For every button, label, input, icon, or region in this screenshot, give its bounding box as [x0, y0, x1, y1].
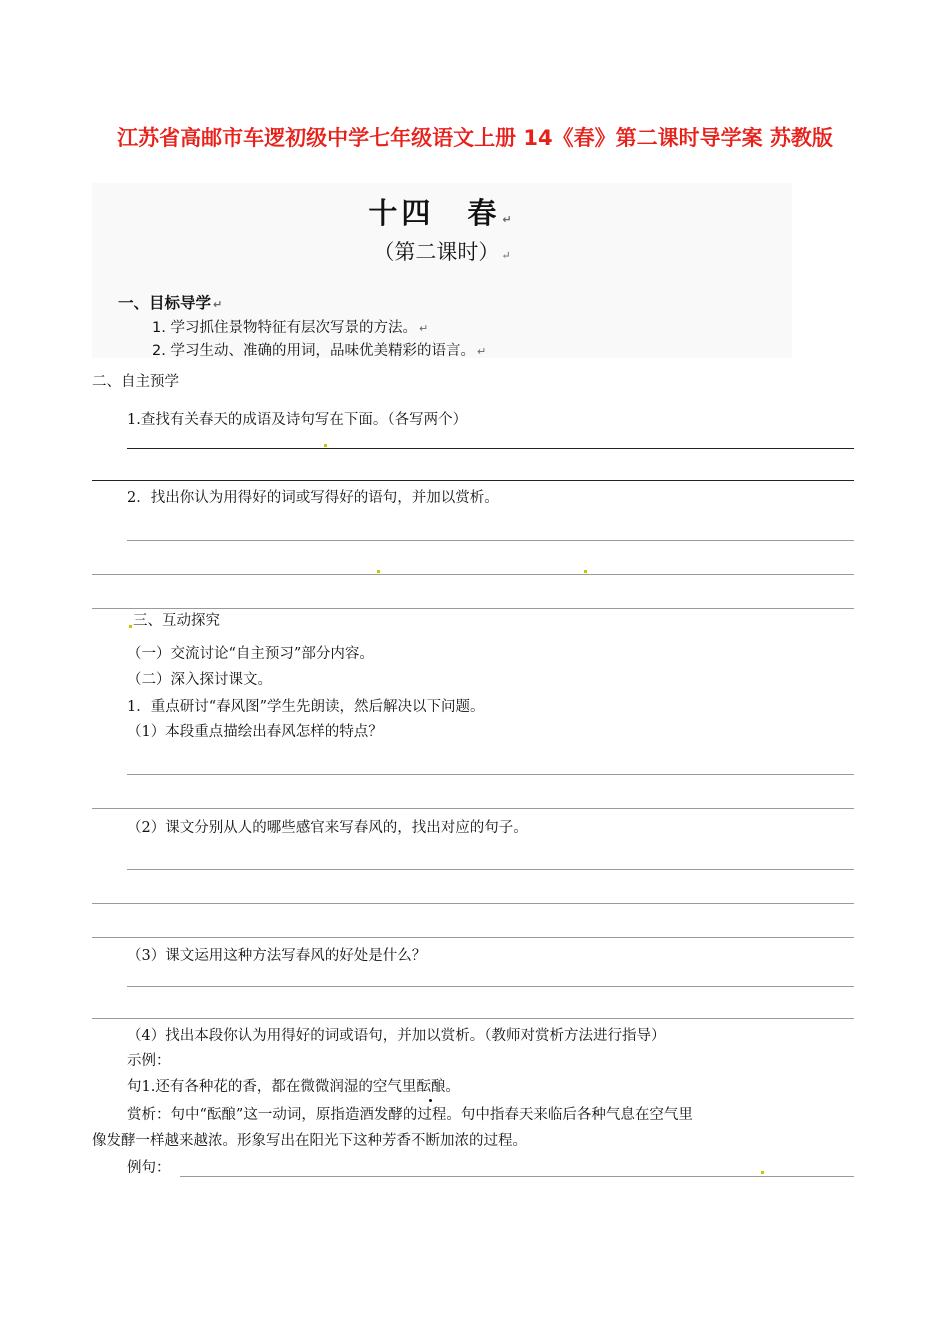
preview-question-2: 2．找出你认为用得好的词或写得好的语句，并加以赏析。 — [127, 490, 499, 506]
example-label: 示例： — [127, 1053, 171, 1069]
example-sentence: 句1.还有各种花的香，都在微微润湿的空气里酝酿。 — [127, 1079, 460, 1095]
explore-part-2: （二）深入探讨课文。 — [127, 672, 272, 688]
lesson-subtitle: （第二课时） ↵ — [373, 240, 511, 264]
lesson-header-image — [92, 183, 792, 358]
analysis-line-1: 赏析：句中“酝酿”这一动词，原指造酒发酵的过程。句中指春天来临后各种气息在空气里 — [127, 1107, 693, 1123]
emphasized-word: 酝酿 — [416, 1079, 446, 1095]
explore-question-3: （3）课文运用这种方法写春风的好处是什么？ — [127, 948, 427, 964]
goals-heading: 一、目标导学 ↵ — [118, 294, 223, 312]
answer-line[interactable] — [92, 608, 854, 609]
goal-item: 2. 学习生动、准确的用词，品味优美精彩的语言。 ↵ — [152, 343, 487, 359]
explore-question-2: （2）课文分别从人的哪些感官来写春风的，找出对应的句子。 — [127, 820, 528, 836]
answer-line[interactable] — [92, 480, 854, 481]
answer-line[interactable] — [127, 540, 854, 541]
ink-speck — [584, 570, 587, 573]
explore-heading: 三、互动探究 — [133, 613, 220, 629]
answer-line[interactable] — [180, 1176, 854, 1177]
preview-heading: 二、自主预学 — [92, 374, 179, 390]
document-title: 江苏省高邮市车逻初级中学七年级语文上册 14《春》第二课时导学案 苏教版 — [117, 126, 833, 150]
lesson-title: 十四 春 ↵ — [368, 196, 516, 230]
ink-speck — [129, 625, 132, 628]
analysis-line-2: 像发酵一样越来越浓。形象写出在阳光下这种芳香不断加浓的过程。 — [92, 1133, 527, 1149]
answer-line[interactable] — [127, 986, 854, 987]
explore-task-1: 1．重点研讨“春风图”学生先朗读，然后解决以下问题。 — [127, 699, 485, 715]
answer-line[interactable] — [92, 808, 854, 809]
answer-line[interactable] — [92, 903, 854, 904]
explore-question-4: （4）找出本段你认为用得好的词或语句，并加以赏析。（教师对赏析方法进行指导） — [127, 1028, 666, 1044]
preview-question-1: 1.查找有关春天的成语及诗句写在下面。（各写两个） — [127, 412, 468, 428]
answer-line[interactable] — [92, 937, 854, 938]
answer-line[interactable] — [127, 774, 854, 775]
example-prompt: 例句： — [127, 1160, 171, 1176]
ink-speck — [324, 444, 327, 447]
ink-speck — [377, 570, 380, 573]
goal-item: 1. 学习抓住景物特征有层次写景的方法。 ↵ — [152, 320, 429, 336]
answer-line[interactable] — [92, 1018, 854, 1019]
ink-speck — [761, 1171, 764, 1174]
answer-line[interactable] — [92, 574, 854, 575]
explore-question-1: （1）本段重点描绘出春风怎样的特点？ — [127, 724, 383, 740]
explore-part-1: （一）交流讨论“自主预习”部分内容。 — [127, 646, 374, 662]
answer-line[interactable] — [127, 869, 854, 870]
answer-line[interactable] — [127, 448, 854, 449]
